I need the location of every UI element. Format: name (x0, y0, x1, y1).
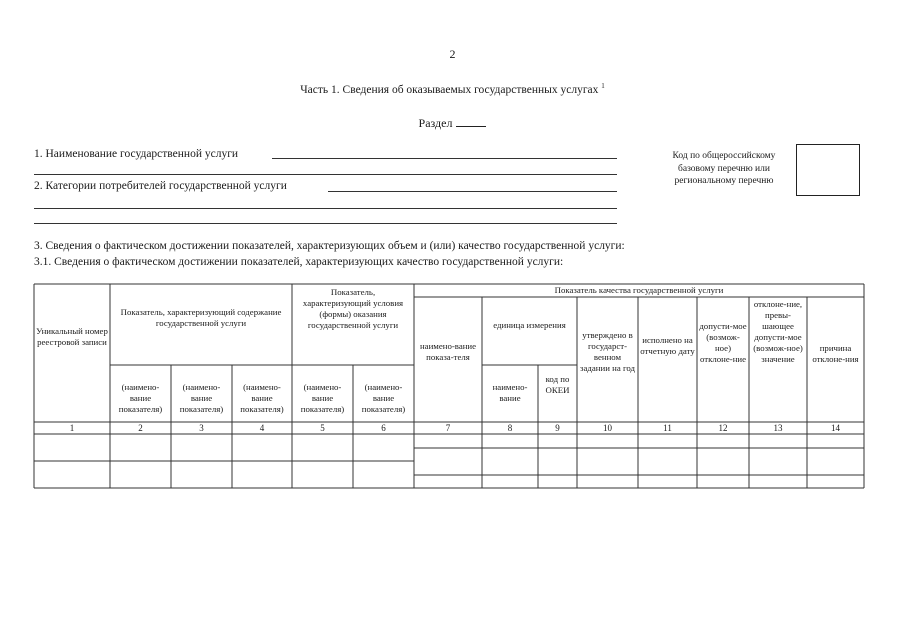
subheader-indicator-1: (наимено-вание показателя) (118, 382, 163, 414)
header-content-indicator: Показатель, характеризующий содержание государственной услуги (120, 307, 282, 328)
consumer-categories-label: 2. Категории потребителей государственной услуги (34, 180, 287, 192)
column-number: 7 (445, 423, 451, 433)
header-deviation-reason: причина отклоне-ния (812, 343, 859, 364)
column-number: 12 (718, 423, 728, 433)
column-number: 13 (773, 423, 783, 433)
header-exceeding-deviation: отклоне-ние, превы-шающее допусти-мое (возмож-ное) значение (753, 299, 803, 364)
service-name-label: 1. Наименование государственной услуги (34, 148, 239, 160)
header-executed: исполнено на отчетную дату (640, 335, 695, 356)
section-label: Раздел (418, 116, 453, 130)
column-number: 9 (555, 423, 560, 433)
code-label: Код по общероссийскому базовому перечню или региональному перечню (672, 151, 776, 186)
header-indicator-name: наимено-вание показа-теля (419, 341, 477, 362)
column-number: 1 (69, 423, 75, 433)
subheader-indicator-3: (наимено-вание показателя) (240, 382, 284, 414)
part-title-text: Часть 1. Сведения об оказываемых государственных услугах (300, 83, 599, 96)
header-unit-name: наимено-вание (492, 382, 528, 403)
column-number: 14 (831, 423, 840, 433)
subheader-indicator-5: (наимено-вание показателя) (361, 382, 406, 414)
column-number: 6 (381, 423, 386, 433)
column-number: 11 (663, 423, 672, 433)
title-footnote: 1 (601, 82, 605, 90)
header-conditions-indicator: Показатель, характеризующий условия (формы) оказания государственной услуги (302, 287, 404, 330)
header-unique-number: Уникальный номер реестровой записи (36, 326, 108, 347)
column-number: 2 (138, 423, 143, 433)
header-okei-code: код по ОКЕИ (545, 374, 570, 395)
column-number: 5 (320, 423, 325, 433)
header-approved: утверждено в государст-венном задании на год (580, 330, 635, 373)
column-number: 4 (259, 423, 265, 433)
column-number: 8 (507, 423, 513, 433)
header-allowed-deviation: допусти-мое (возмож-ное) отклоне-ние (699, 321, 747, 364)
subheader-indicator-4: (наимено-вание показателя) (300, 382, 345, 414)
subheader-indicator-2: (наимено-вание показателя) (179, 382, 224, 414)
header-unit: единица измерения (493, 320, 566, 330)
page-number: 2 (449, 47, 456, 61)
column-number: 10 (603, 423, 612, 433)
paragraph-3: 3. Сведения о фактическом достижении показателей, характеризующих объем и (или) качество государственной услуги: (34, 240, 625, 252)
paragraph-3-1: 3.1. Сведения о фактическом достижении показателей, характеризующих качество государственной услуги: (34, 256, 564, 268)
column-number: 3 (199, 423, 204, 433)
header-quality-indicator: Показатель качества государственной услуги (554, 285, 724, 295)
